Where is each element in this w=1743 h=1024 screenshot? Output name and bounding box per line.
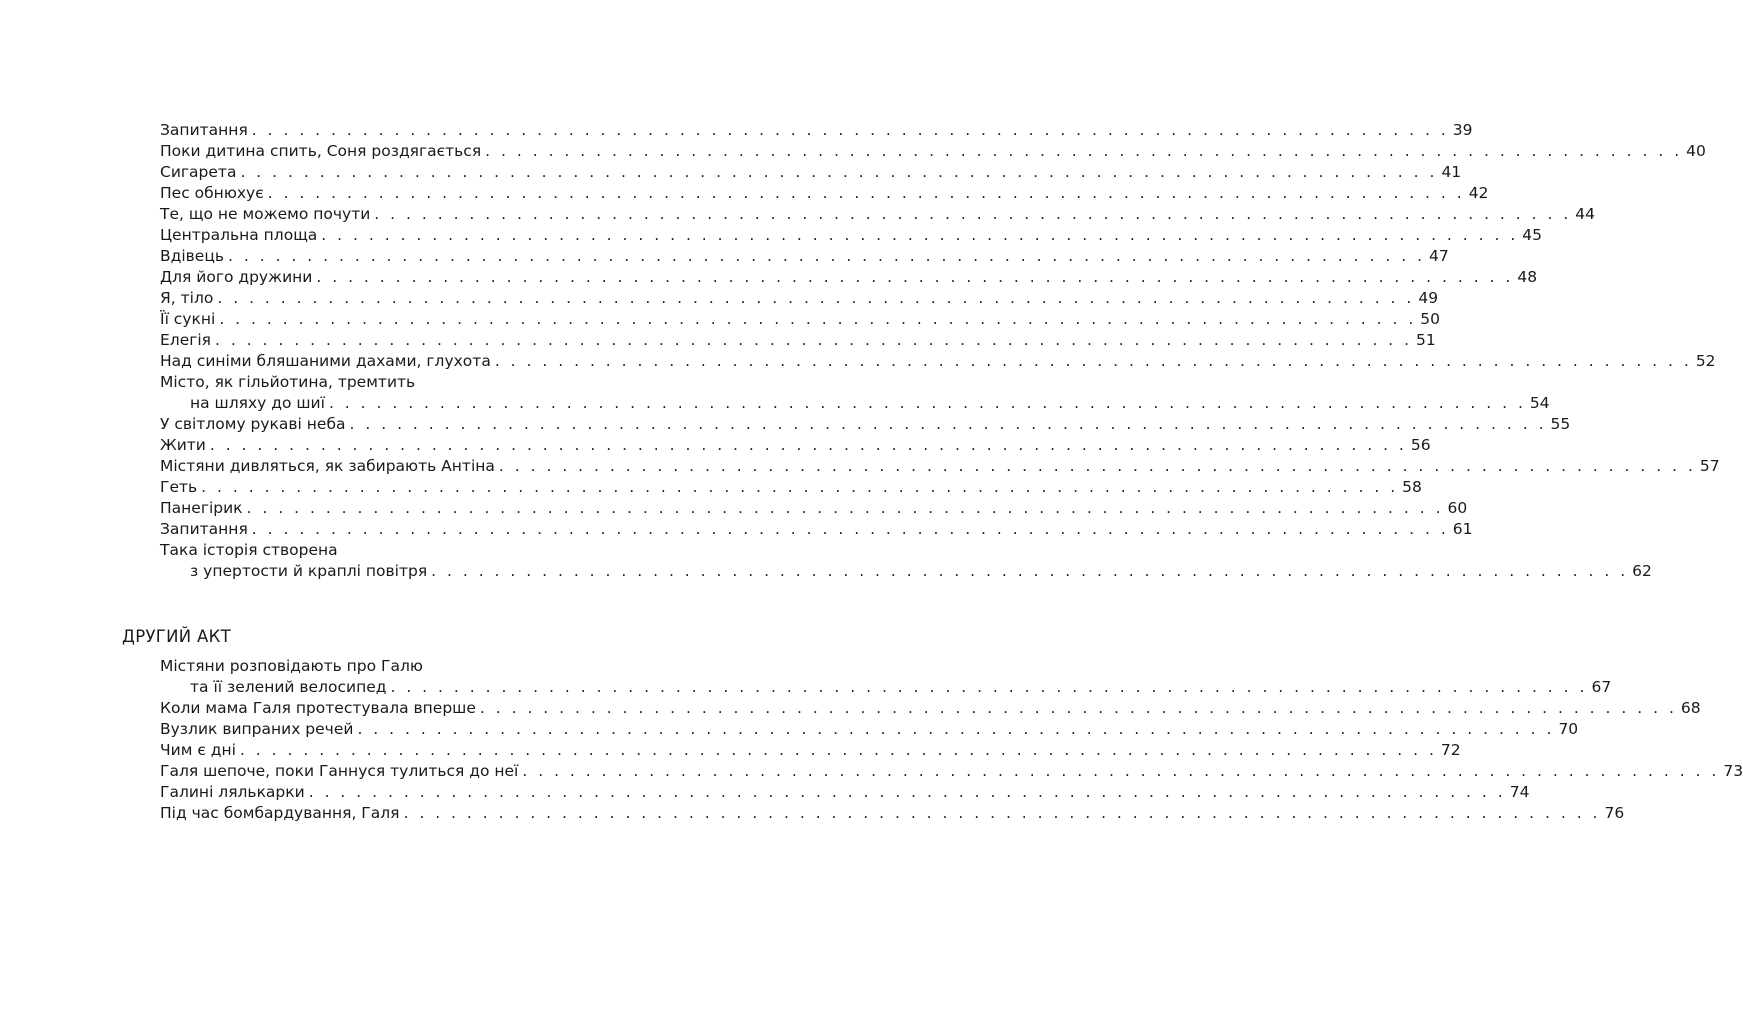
toc-entry-title: Вузлик випраних речей <box>160 720 354 738</box>
toc-entry-page: 40 <box>1686 142 1706 160</box>
toc-dot-leader: . . . . . . . . . . . . . . . . . . . . . . . . . . . . . . . . . . . . . . . . . . . . . . . . . . . . . . . . . . . . . . . . . . . . . . . . . . . . <box>349 415 1547 433</box>
toc-entry-page: 55 <box>1550 415 1571 433</box>
toc-entry-page: 72 <box>1440 741 1461 759</box>
toc-entry <box>160 803 1625 824</box>
toc-entry-title: Центральна площа <box>160 226 318 244</box>
toc-entry <box>160 330 1436 351</box>
toc-entry-title: У світлому рукаві неба <box>160 415 346 433</box>
toc-entry <box>160 782 1530 803</box>
toc-entry <box>160 677 1612 698</box>
toc-entry-page: 67 <box>1591 678 1612 696</box>
toc-entry-page: 58 <box>1402 478 1422 496</box>
toc-entry-title: Те, що не можемо почути <box>160 205 371 223</box>
toc-entry-page: 47 <box>1429 247 1449 265</box>
toc-entry-title: Галя шепоче, поки Ганнуся тулиться до неї <box>160 762 519 780</box>
section-heading-second-act: ДРУГИЙ АКТ <box>122 627 231 646</box>
toc-entry <box>160 225 1543 246</box>
toc-entry <box>160 498 1468 519</box>
toc-dot-leader: . . . . . . . . . . . . . . . . . . . . . . . . . . . . . . . . . . . . . . . . . . . . . . . . . . . . . . . . . . . . . . . . . . . . . . . . . . . . <box>251 121 1449 139</box>
toc-entry <box>160 519 1473 540</box>
toc-entry <box>160 456 1720 477</box>
toc-entry <box>160 351 1716 372</box>
toc-entry-page: 73 <box>1723 762 1743 780</box>
toc-entry-title: Панегірик <box>160 499 243 517</box>
toc-entry <box>160 246 1449 267</box>
toc-dot-leader: . . . . . . . . . . . . . . . . . . . . . . . . . . . . . . . . . . . . . . . . . . . . . . . . . . . . . . . . . . . . . . . . . . . . . . . . . . . . <box>522 762 1720 780</box>
toc-entry-page: 68 <box>1680 699 1701 717</box>
toc-entry <box>160 435 1431 456</box>
toc-entry-page: 54 <box>1529 394 1550 412</box>
toc-entry-page: 41 <box>1441 163 1462 181</box>
toc-dot-leader: . . . . . . . . . . . . . . . . . . . . . . . . . . . . . . . . . . . . . . . . . . . . . . . . . . . . . . . . . . . . . . . . . . . . . . . . . . . . <box>239 741 1437 759</box>
toc-dot-leader: . . . . . . . . . . . . . . . . . . . . . . . . . . . . . . . . . . . . . . . . . . . . . . . . . . . . . . . . . . . . . . . . . . . . . . . . . . . . <box>201 478 1399 496</box>
toc-entry-page: 50 <box>1420 310 1441 328</box>
table-of-contents-second-act <box>160 656 1743 824</box>
toc-entry-title: Її сукні <box>160 310 216 328</box>
toc-entry-title: Галині лялькарки <box>160 783 305 801</box>
toc-entry-page: 76 <box>1604 804 1625 822</box>
toc-entry-page: 39 <box>1452 121 1473 139</box>
toc-entry-title: Містяни дивляться, як забирають Антіна <box>160 457 495 475</box>
toc-dot-leader: . . . . . . . . . . . . . . . . . . . . . . . . . . . . . . . . . . . . . . . . . . . . . . . . . . . . . . . . . . . . . . . . . . . . . . . . . . . . <box>357 720 1555 738</box>
toc-dot-leader: . . . . . . . . . . . . . . . . . . . . . . . . . . . . . . . . . . . . . . . . . . . . . . . . . . . . . . . . . . . . . . . . . . . . . . . . . . . . <box>374 205 1572 223</box>
toc-dot-leader: . . . . . . . . . . . . . . . . . . . . . . . . . . . . . . . . . . . . . . . . . . . . . . . . . . . . . . . . . . . . . . . . . . . . . . . . . . . . <box>390 678 1588 696</box>
toc-entry-title: Запитання <box>160 520 248 538</box>
toc-entry <box>160 393 1550 414</box>
toc-dot-leader: . . . . . . . . . . . . . . . . . . . . . . . . . . . . . . . . . . . . . . . . . . . . . . . . . . . . . . . . . . . . . . . . . . . . . . . . . . . . <box>215 331 1412 349</box>
toc-entry-title: Запитання <box>160 121 248 139</box>
toc-dot-leader: . . . . . . . . . . . . . . . . . . . . . . . . . . . . . . . . . . . . . . . . . . . . . . . . . . . . . . . . . . . . . . . . . . . . . . . . . . . . <box>431 562 1629 580</box>
toc-entry <box>160 719 1579 740</box>
toc-entry-page: 51 <box>1416 331 1436 349</box>
toc-dot-leader: . . . . . . . . . . . . . . . . . . . . . . . . . . . . . . . . . . . . . . . . . . . . . . . . . . . . . . . . . . . . . . . . . . . . . . . . . . . . <box>494 352 1692 370</box>
toc-entry-page: 56 <box>1410 436 1431 454</box>
toc-dot-leader: . . . . . . . . . . . . . . . . . . . . . . . . . . . . . . . . . . . . . . . . . . . . . . . . . . . . . . . . . . . . . . . . . . . . . . . . . . . . <box>219 310 1417 328</box>
toc-entry-page: 49 <box>1418 289 1439 307</box>
toc-dot-leader: . . . . . . . . . . . . . . . . . . . . . . . . . . . . . . . . . . . . . . . . . . . . . . . . . . . . . . . . . . . . . . . . . . . . . . . . . . . . <box>209 436 1407 454</box>
toc-entry-page: 60 <box>1447 499 1468 517</box>
toc-dot-leader: . . . . . . . . . . . . . . . . . . . . . . . . . . . . . . . . . . . . . . . . . . . . . . . . . . . . . . . . . . . . . . . . . . . . . . . . . . . . <box>498 457 1696 475</box>
toc-entry <box>160 561 1652 582</box>
toc-dot-leader: . . . . . . . . . . . . . . . . . . . . . . . . . . . . . . . . . . . . . . . . . . . . . . . . . . . . . . . . . . . . . . . . . . . . . . . . . . . . <box>217 289 1415 307</box>
toc-dot-leader: . . . . . . . . . . . . . . . . . . . . . . . . . . . . . . . . . . . . . . . . . . . . . . . . . . . . . . . . . . . . . . . . . . . . . . . . . . . . <box>321 226 1519 244</box>
toc-entry <box>160 162 1462 183</box>
toc-entry <box>160 141 1706 162</box>
toc-entry-title: та її зелений велосипед <box>190 678 387 696</box>
toc-entry <box>160 288 1439 309</box>
toc-entry <box>160 120 1473 141</box>
toc-entry-page: 44 <box>1575 205 1596 223</box>
toc-entry-title: Для його дружини <box>160 268 313 286</box>
toc-entry-title: Чим є дні <box>160 741 236 759</box>
toc-entry-title: Під час бомбардування, Галя <box>160 804 400 822</box>
toc-dot-leader: . . . . . . . . . . . . . . . . . . . . . . . . . . . . . . . . . . . . . . . . . . . . . . . . . . . . . . . . . . . . . . . . . . . . . . . . . . . . <box>485 142 1683 160</box>
toc-entry-page: 62 <box>1632 562 1652 580</box>
toc-entry <box>160 309 1441 330</box>
toc-entry <box>160 698 1701 719</box>
toc-entry-page: 52 <box>1695 352 1716 370</box>
toc-entry-page: 57 <box>1699 457 1720 475</box>
toc-dot-leader: . . . . . . . . . . . . . . . . . . . . . . . . . . . . . . . . . . . . . . . . . . . . . . . . . . . . . . . . . . . . . . . . . . . . . . . . . . . . <box>267 184 1465 202</box>
toc-dot-leader: . . . . . . . . . . . . . . . . . . . . . . . . . . . . . . . . . . . . . . . . . . . . . . . . . . . . . . . . . . . . . . . . . . . . . . . . . . . . <box>479 699 1677 717</box>
toc-entry-title: Геть <box>160 478 198 496</box>
toc-entry-page: 74 <box>1509 783 1530 801</box>
toc-entry-page: 61 <box>1452 520 1473 538</box>
toc-entry <box>160 761 1743 782</box>
toc-entry-title-line1: Така історія створена <box>160 541 338 559</box>
toc-dot-leader: . . . . . . . . . . . . . . . . . . . . . . . . . . . . . . . . . . . . . . . . . . . . . . . . . . . . . . . . . . . . . . . . . . . . . . . . . . . . <box>308 783 1506 801</box>
toc-entry-page: 70 <box>1558 720 1579 738</box>
toc-entry-title-line1: Містяни розповідають про Галю <box>160 657 423 675</box>
toc-entry-title: Над синіми бляшаними дахами, глухота <box>160 352 491 370</box>
toc-dot-leader: . . . . . . . . . . . . . . . . . . . . . . . . . . . . . . . . . . . . . . . . . . . . . . . . . . . . . . . . . . . . . . . . . . . . . . . . . . . . <box>316 268 1514 286</box>
toc-entry-title: Елегія <box>160 331 212 349</box>
toc-entry <box>160 183 1489 204</box>
toc-dot-leader: . . . . . . . . . . . . . . . . . . . . . . . . . . . . . . . . . . . . . . . . . . . . . . . . . . . . . . . . . . . . . . . . . . . . . . . . . . . . <box>328 394 1526 412</box>
toc-entry-title: з упертости й краплі повітря <box>190 562 428 580</box>
toc-entry-title: Сигарета <box>160 163 237 181</box>
toc-entry <box>160 477 1422 498</box>
toc-dot-leader: . . . . . . . . . . . . . . . . . . . . . . . . . . . . . . . . . . . . . . . . . . . . . . . . . . . . . . . . . . . . . . . . . . . . . . . . . . . . <box>251 520 1449 538</box>
toc-entry-title: Пес обнюхує <box>160 184 264 202</box>
toc-entry <box>160 740 1461 761</box>
toc-entry-page: 42 <box>1468 184 1489 202</box>
toc-entry-page: 45 <box>1522 226 1543 244</box>
toc-entry-page: 48 <box>1517 268 1538 286</box>
toc-entry-title: Вдівець <box>160 247 225 265</box>
toc-entry-title-line1: Місто, як гільйотина, тремтить <box>160 373 416 391</box>
toc-entry-title: Поки дитина спить, Соня роздягається <box>160 142 482 160</box>
toc-dot-leader: . . . . . . . . . . . . . . . . . . . . . . . . . . . . . . . . . . . . . . . . . . . . . . . . . . . . . . . . . . . . . . . . . . . . . . . . . . . . <box>228 247 1425 265</box>
toc-dot-leader: . . . . . . . . . . . . . . . . . . . . . . . . . . . . . . . . . . . . . . . . . . . . . . . . . . . . . . . . . . . . . . . . . . . . . . . . . . . . <box>240 163 1438 181</box>
toc-entry-title: Коли мама Галя протестувала вперше <box>160 699 476 717</box>
toc-dot-leader: . . . . . . . . . . . . . . . . . . . . . . . . . . . . . . . . . . . . . . . . . . . . . . . . . . . . . . . . . . . . . . . . . . . . . . . . . . . . <box>246 499 1444 517</box>
table-of-contents-first-act <box>160 120 1720 582</box>
toc-dot-leader: . . . . . . . . . . . . . . . . . . . . . . . . . . . . . . . . . . . . . . . . . . . . . . . . . . . . . . . . . . . . . . . . . . . . . . . . . . . . <box>403 804 1601 822</box>
toc-entry <box>160 414 1571 435</box>
toc-entry-title: Жити <box>160 436 206 454</box>
toc-entry-title: Я, тіло <box>160 289 214 307</box>
toc-entry-title: на шляху до шиї <box>190 394 325 412</box>
toc-entry <box>160 267 1538 288</box>
toc-entry <box>160 204 1596 225</box>
